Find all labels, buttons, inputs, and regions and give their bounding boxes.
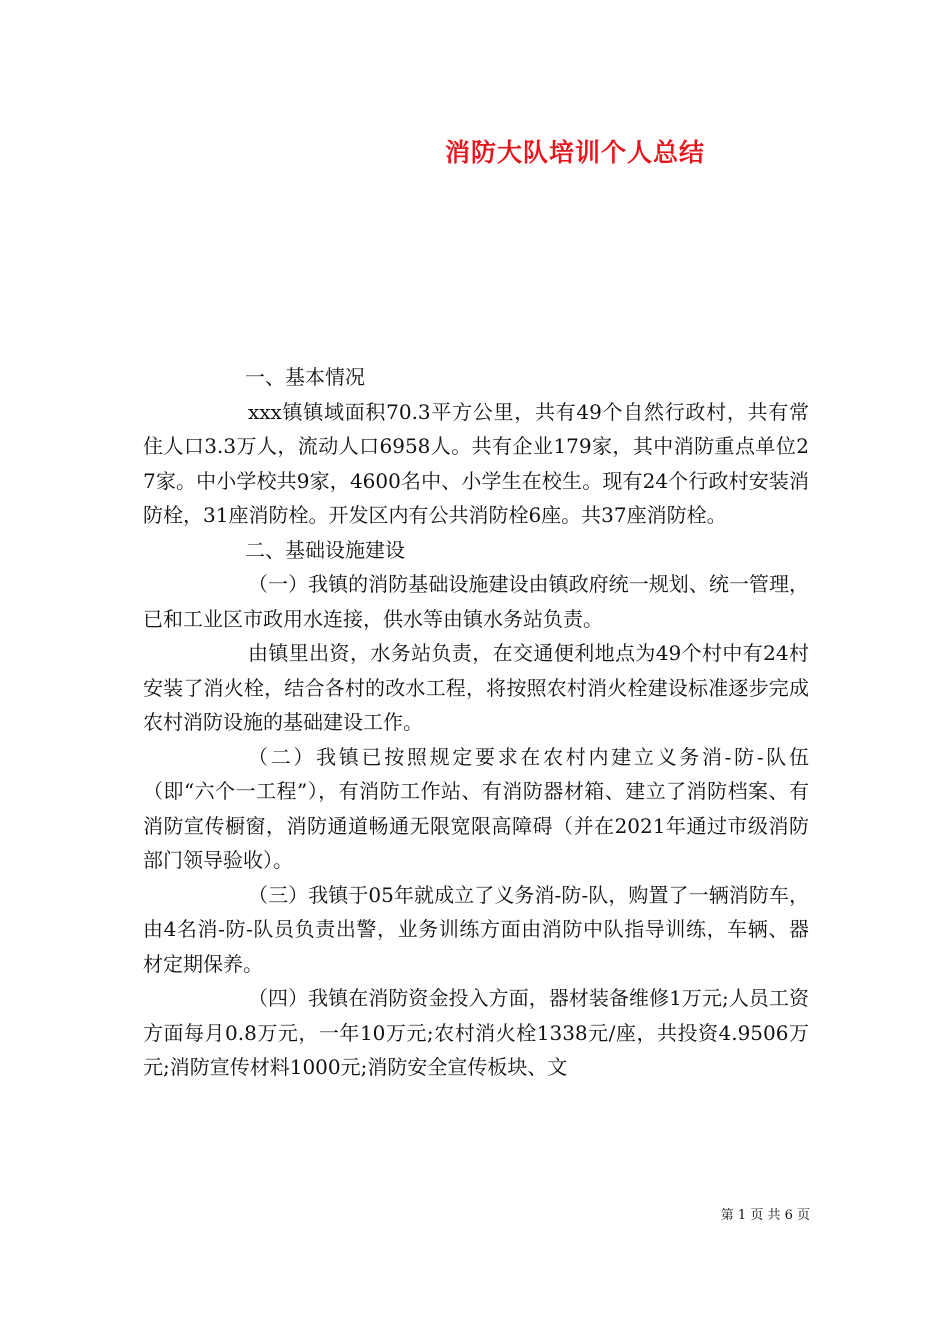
document-body xyxy=(143,360,809,1085)
paragraph-basic-info: xxx镇镇域面积70.3平方公里，共有49个自然行政村，共有常住人口3.3万人，流动人口6958人。共有企业179家，其中消防重点单位27家。中小学校共9家，4600名中、小学生在校生。现有24个行政村安装消防栓，31座消防栓。开发区内有公共消防栓6座。共37座消防栓。 xyxy=(143,399,809,527)
paragraph-item-2: （二）我镇已按照规定要求在农村内建立义务消-防-队伍（即“六个一工程”），有消防工作站、有消防器材箱、建立了消防档案、有消防宣传橱窗，消防通道畅通无限宽限高障碍（并在2021年通过市级消防部门领导验收）。 xyxy=(143,744,809,872)
paragraph-funding: 由镇里出资，水务站负责，在交通便利地点为49个村中有24村安装了消火栓，结合各村的改水工程，将按照农村消火栓建设标准逐步完成农村消防设施的基础建设工作。 xyxy=(143,641,809,734)
paragraph-item-1: （一）我镇的消防基础设施建设由镇政府统一规划、统一管理，已和工业区市政用水连接，供水等由镇水务站负责。 xyxy=(143,572,809,631)
document-title: 消防大队培训个人总结 xyxy=(444,138,705,167)
section-heading-basic: 一、基本情况 xyxy=(245,365,365,389)
paragraph-item-4: （四）我镇在消防资金投入方面，器材装备维修1万元;人员工资方面每月0.8万元，一年10万元;农村消火栓1338元/座，共投资4.9506万元;消防宣传材料1000元;消防安全宣传板块、文 xyxy=(143,986,809,1079)
section-heading-infrastructure: 二、基础设施建设 xyxy=(245,537,405,562)
paragraph-item-3: （三）我镇于05年就成立了义务消-防-队，购置了一辆消防车，由4名消-防-队员负责出警，业务训练方面由消防中队指导训练，车辆、器材定期保养。 xyxy=(143,882,809,976)
page-number: 第 1 页 共 6 页 xyxy=(720,1208,810,1223)
